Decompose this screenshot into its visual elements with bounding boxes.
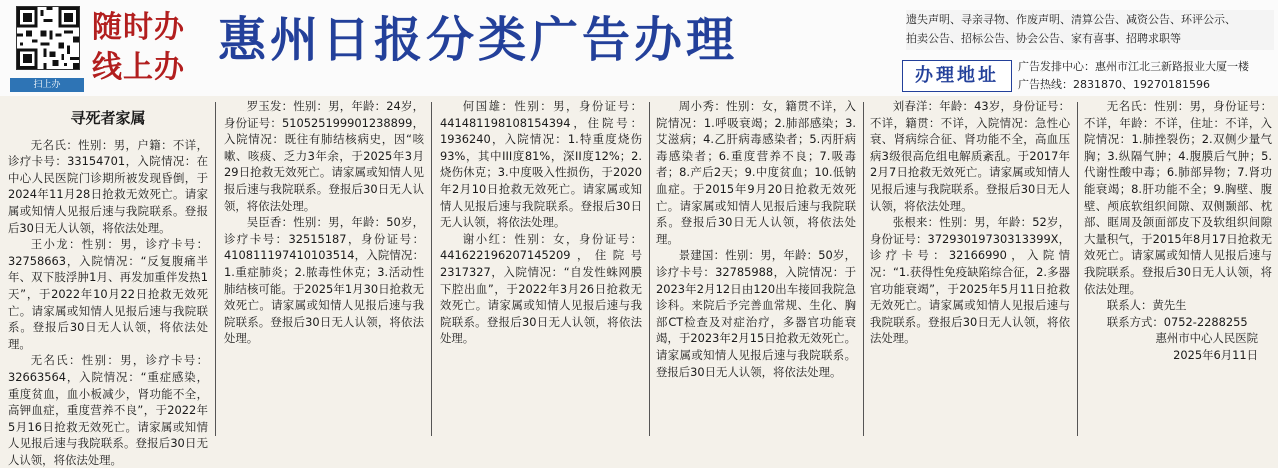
notice-entry: 周小秀：性别：女，籍贯不详，入院情况：1.呼吸衰竭；2.肺部感染；3.艾滋病；4.乙肝病毒感染者；5.丙肝病毒感染者；6.重度营养不良；7.吸毒者；8.产后2天；9.中度贫血；10.低钠血症。于2015年9月20日抢救无效死亡。请家属或知情人见报后速与我院联系。登报后30日无人认领，将依法处理。 <box>656 99 856 246</box>
notice-entry: 谢小红：性别：女，身份证号：441622196207145209，住院号2317327，入院情况：“自发性蛛网膜下腔出血”，于2022年3月26日抢救无效死亡。请家属或知情人见报后速与我院联系。登报后30日无人认领，将依法处理。 <box>440 231 642 346</box>
notice-entry: 罗玉发：性别：男，年龄：24岁，身份证号：510525199901238899，入院情况：既往有肺结核病史，因“咳嗽、咳痰、乏力3年余，于2025年3月29日抢救无效死亡。请家属或知情人见报后速与我院联系。登报后30日无人认领，将依法处理。 <box>224 99 424 213</box>
address-label: 办理地址 <box>902 60 1012 92</box>
categories-line-2: 拍卖公告、招标公告、协会公告、家有喜事、招聘求职等 <box>906 32 1181 45</box>
notice-entry: 何国雄：性别：男，身份证号：441481198108154394，住院号：1936240，入院情况：1.特重度烧伤93%，其中III度81%，深II度12%；2.烧伤休克；3.中度吸入性损伤，于2020年2月10日抢救无效死亡。请家属或知情人见报后速与我院联系。登报后30日无人认领，将依法处理。 <box>440 99 642 230</box>
column-3 <box>440 98 642 436</box>
notice-body <box>0 98 1278 467</box>
qr-code[interactable] <box>16 6 80 70</box>
column-divider <box>431 102 432 436</box>
notice-entry: 刘春洋：年龄：43岁，身份证号：不详，籍贯：不详，入院情况：急性心衰、肾病综合征、肾功能不全，高血压病3级很高危组电解质紊乱。于2017年2月7日抢救无效死亡。请家属或知情人见报后速与我院联系。登报后30日无人认领，将依法处理。 <box>870 99 1070 213</box>
qr-code-icon <box>17 7 79 69</box>
address-info <box>1018 58 1249 94</box>
column-1 <box>8 98 208 467</box>
slogan-line-1: 随时办 <box>92 10 185 45</box>
ad-categories <box>906 10 1274 50</box>
column-5 <box>870 98 1070 436</box>
column-divider <box>649 102 650 436</box>
column-divider <box>215 102 216 436</box>
column-2 <box>224 98 424 436</box>
notice-entry: 王小龙：性别：男，诊疗卡号：32758663，入院情况：“反复腹痛半年、双下肢浮肿1月、再发加重伴发热1天”，于2022年10月22日抢救无效死亡。请家属或知情人见报后速与我院联系。登报后30日无人认领，将依法处理。 <box>8 237 208 351</box>
contact-phone: 联系方式：0752-2288255 <box>1106 314 1248 329</box>
slogan-line-2: 线上办 <box>92 50 185 85</box>
column-4 <box>656 98 856 436</box>
notice-entry: 吴臣香：性别：男，年龄：50岁，诊疗卡号：32515187，身份证号：410811197410103514，入院情况：1.重症肺炎；2.脓毒性休克；3.活动性肺结核可能。于2025年1月30日抢救无效死亡。请家属或知情人见报后速与我院联系。登报后30日无人认领，将依法处理。 <box>224 215 424 346</box>
notice-entry: 无名氏：性别：男，身份证号：不详，年龄：不详，住址：不详，入院情况：1.肺挫裂伤；2.双侧少量气胸；3.纵隔气肿；4.腹膜后气肿；5.代谢性酸中毒；6.肺部异物；7.肾功能衰竭；8.肝功能不全；9.胸壁、腹壁、颅底软组织间隙、双侧颞部、枕部、眶周及颌面部皮下及软组织间隙大量积气，于2015年8月17日抢救无效死亡。请家属或知情人见报后速与我院联系。登报后30日无人认领，将依法处理。 <box>1084 99 1272 296</box>
banner-title: 惠州日报分类广告办理 <box>218 12 739 68</box>
contact-person: 联系人：黄先生 <box>1106 298 1187 313</box>
notice-entry: 景建国：性别：男，年龄：50岁，诊疗卡号：32785988，入院情况：于2023年2月12日由120出车接回我院急诊科。来院后予完善血常规、生化、胸部CT检查及对症治疗，多器官功能衰竭，于2023年2月15日抢救无效死亡。请家属或知情人见报后速与我院联系。登报后30日无人认领，将依法处理。 <box>656 248 856 379</box>
column-divider <box>1077 102 1078 436</box>
column-divider <box>863 102 864 436</box>
categories-line-1: 遗失声明、寻亲寻物、作废声明、清算公告、减资公告、环评公示、 <box>906 13 1236 26</box>
hotline-line: 广告热线：2831870、19270181596 <box>1018 78 1210 91</box>
column-6 <box>1084 98 1272 436</box>
notice-date: 2025年6月11日 <box>1173 347 1258 362</box>
notice-entry: 无名氏：性别：男，户籍：不详，诊疗卡号：33154701，入院情况：在中心人民医院门诊期所被发现昏倒，于2024年11月28日抢救无效死亡。请家属或知情人见报后速与我院联系。登报后30日无人认领，将依法处理。 <box>8 137 208 235</box>
address-line: 广告发排中心：惠州市江北三新路报业大厦一楼 <box>1018 60 1249 73</box>
issuing-org: 惠州市中心人民医院 <box>1155 331 1258 346</box>
qr-label: 扫上办 <box>10 78 84 92</box>
notice-entry: 无名氏：性别：男，诊疗卡号：32663564，入院情况：“重症感染，重度贫血，血小板减少，肾功能不全，高钾血症，重度营养不良”，于2022年5月16日抢救无效死亡。请家属或知情人见报后速与我院联系。登报后30日无人认领，将依法处理。 <box>8 353 208 467</box>
ad-banner <box>0 0 1278 96</box>
notice-entry: 张根来：性别：男，年龄：52岁，身份证号：37293019730313399X，诊疗卡号：32166990，入院情况：“1.获得性免疫缺陷综合征，2.多器官功能衰竭”，于2025年5月11日抢救无效死亡。请家属或知情人见报后速与我院联系。登报后30日无人认领，将依法处理。 <box>870 215 1070 346</box>
section-title: 寻死者家属 <box>70 109 146 127</box>
